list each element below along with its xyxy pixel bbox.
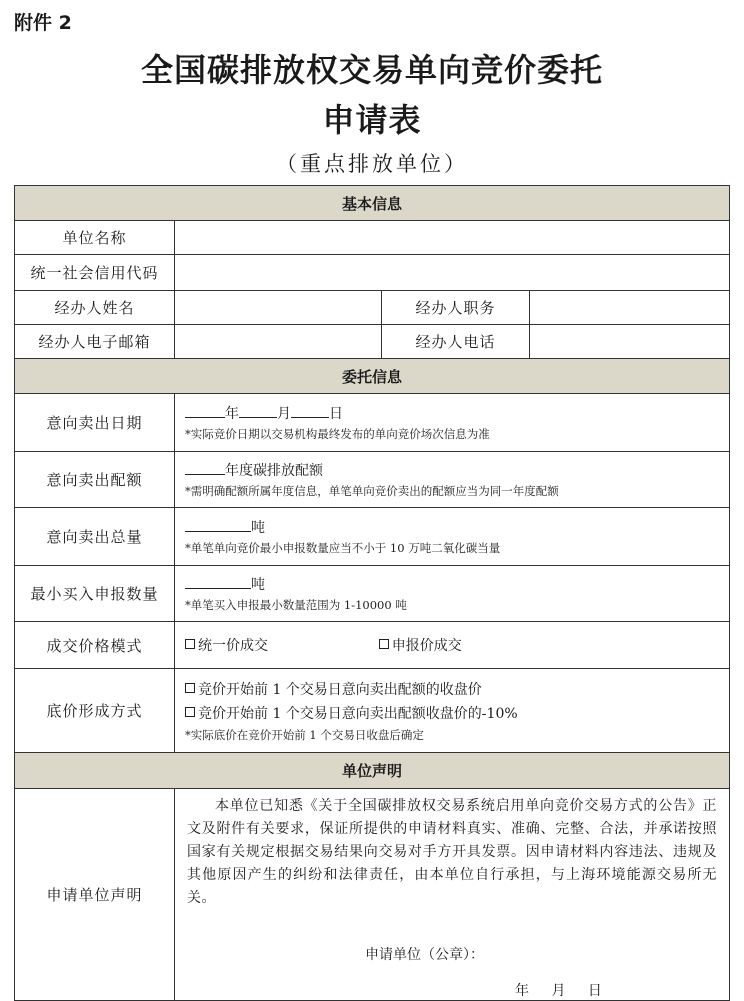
credit-code-label: 统一社会信用代码 <box>15 255 175 291</box>
agent-phone-label: 经办人电话 <box>382 325 530 359</box>
sell-date-label: 意向卖出日期 <box>15 394 175 452</box>
agent-email-field[interactable] <box>175 325 382 359</box>
year-blank[interactable] <box>185 403 225 418</box>
floor-price-cell <box>175 669 730 753</box>
agent-phone-field[interactable] <box>530 325 730 359</box>
agent-name-field[interactable] <box>175 291 382 325</box>
sell-quota-cell[interactable] <box>175 452 730 508</box>
sell-quota-label: 意向卖出配额 <box>15 452 175 508</box>
price-mode-option-bid[interactable]: 申报价成交 <box>379 638 462 654</box>
year-text: 年 <box>225 405 239 422</box>
checkbox-icon[interactable] <box>185 683 195 693</box>
attachment-label: 附件 2 <box>14 12 72 34</box>
form-subtitle: （重点排放单位） <box>276 152 468 176</box>
min-buy-unit: 吨 <box>251 576 265 593</box>
floor-price-label: 底价形成方式 <box>15 669 175 753</box>
checkbox-icon[interactable] <box>379 639 389 649</box>
agent-title-field[interactable] <box>530 291 730 325</box>
application-form-table <box>14 185 730 1001</box>
price-mode-cell <box>175 622 730 669</box>
declaration-cell <box>175 789 730 1001</box>
form-title-line1: 全国碳排放权交易单向竞价委托 <box>140 51 603 89</box>
price-mode-option-uniform[interactable]: 统一价成交 <box>185 638 268 654</box>
agent-title-label: 经办人职务 <box>382 291 530 325</box>
sell-total-blank[interactable] <box>185 517 251 532</box>
credit-code-field[interactable] <box>175 255 730 291</box>
sell-date-cell[interactable] <box>175 394 730 452</box>
price-mode-label: 成交价格模式 <box>15 622 175 669</box>
floor-price-note: *实际底价在竞价开始前 1 个交易日收盘后确定 <box>185 727 424 742</box>
min-buy-cell[interactable] <box>175 566 730 622</box>
quota-suffix-text: 年度碳排放配额 <box>225 462 323 479</box>
sell-total-cell[interactable] <box>175 508 730 566</box>
floor-price-option-close[interactable]: 竞价开始前 1 个交易日意向卖出配额的收盘价 <box>185 678 729 702</box>
quota-year-blank[interactable] <box>185 460 225 475</box>
company-name-field[interactable] <box>175 221 730 255</box>
section-header-declaration: 单位声明 <box>15 753 730 789</box>
month-text: 月 <box>277 405 291 422</box>
declaration-label: 申请单位声明 <box>15 789 175 1001</box>
day-blank[interactable] <box>291 403 329 418</box>
declaration-date-line: 年 月 日 <box>515 983 602 999</box>
applicant-seal-label: 申请单位（公章）： <box>365 947 484 963</box>
section-header-entrust: 委托信息 <box>15 359 730 394</box>
section-header-basic: 基本信息 <box>15 186 730 221</box>
sell-total-note: *单笔单向竞价最小申报数量应当不小于 10 万吨二氧化碳当量 <box>185 540 501 555</box>
sell-quota-note: *需明确配额所属年度信息，单笔单向竞价卖出的配额应当为同一年度配额 <box>185 483 559 498</box>
form-title-line2: 申请表 <box>322 101 422 139</box>
declaration-text: 本单位已知悉《关于全国碳排放权交易系统启用单向竞价交易方式的公告》正文及附件有关要求，保证所提供的申请材料真实、准确、完整、合法，并承诺按照国家有关规定根据交易结果向交易对手方开具发票。因申请材料内容违法、违规及其他原因产生的纠纷和法律责任，由本单位自行承担，与上海环境能源交易所无关。 <box>187 798 718 906</box>
agent-name-label: 经办人姓名 <box>15 291 175 325</box>
agent-email-label: 经办人电子邮箱 <box>15 325 175 359</box>
company-name-label: 单位名称 <box>15 221 175 255</box>
day-text: 日 <box>329 405 343 422</box>
min-buy-note: *单笔买入申报最小数量范围为 1-10000 吨 <box>185 597 407 612</box>
sell-date-note: *实际竞价日期以交易机构最终发布的单向竞价场次信息为准 <box>185 426 490 441</box>
min-buy-blank[interactable] <box>185 574 251 589</box>
sell-total-label: 意向卖出总量 <box>15 508 175 566</box>
checkbox-icon[interactable] <box>185 639 195 649</box>
min-buy-label: 最小买入申报数量 <box>15 566 175 622</box>
floor-price-option-minus10[interactable]: 竞价开始前 1 个交易日意向卖出配额收盘价的-10% <box>185 702 729 726</box>
month-blank[interactable] <box>239 403 277 418</box>
sell-total-unit: 吨 <box>251 519 265 536</box>
checkbox-icon[interactable] <box>185 707 195 717</box>
